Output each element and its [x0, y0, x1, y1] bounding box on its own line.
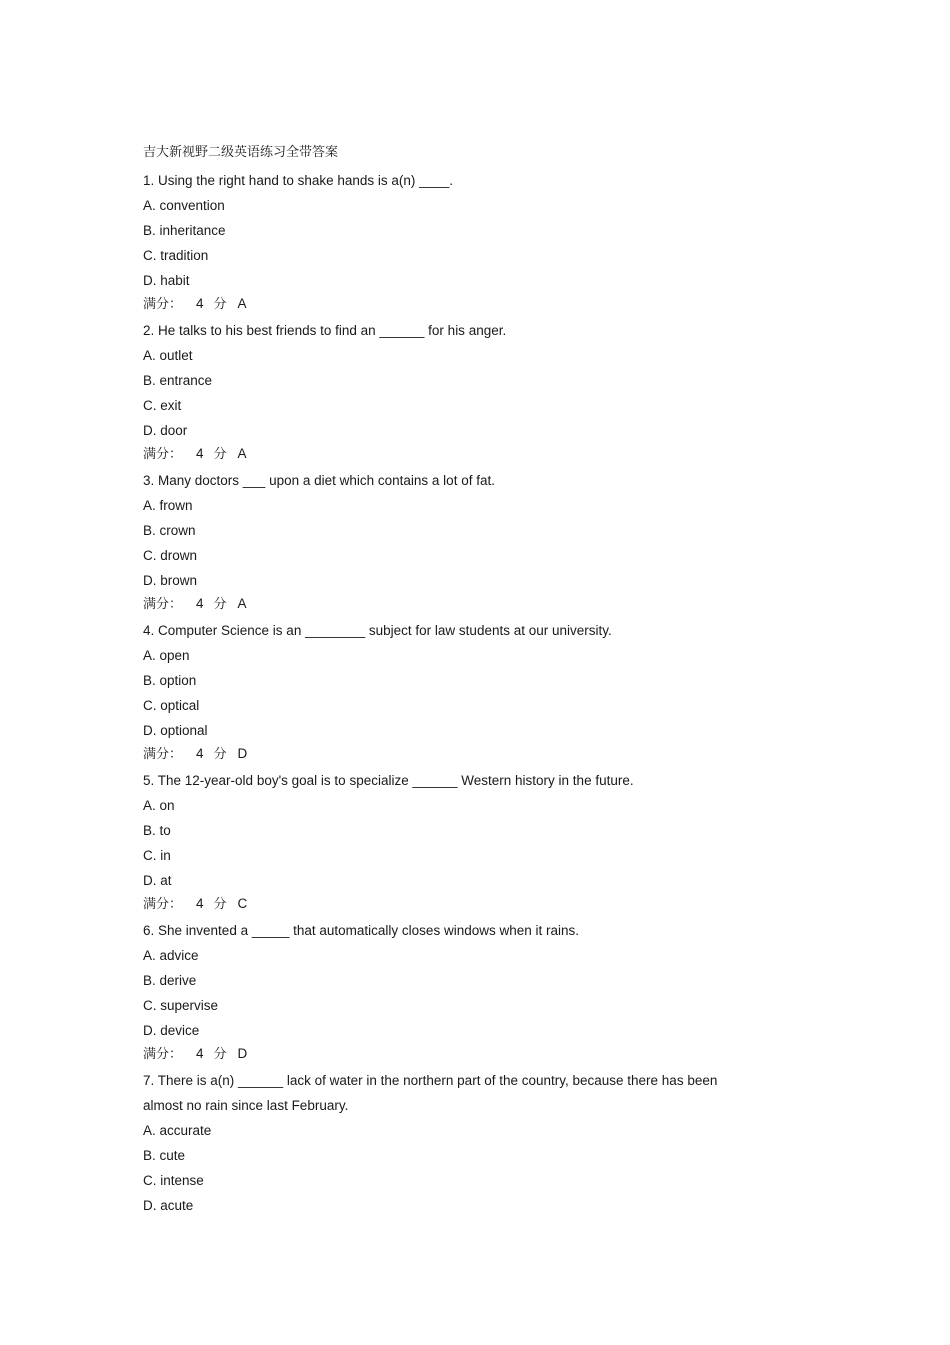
- option-d: D. device: [143, 1023, 200, 1038]
- question-text: 1. Using the right hand to shake hands is a(n) ____.: [143, 173, 453, 188]
- option-b: B. cute: [143, 1148, 186, 1163]
- score-points: 4: [196, 896, 204, 911]
- score-line: [143, 1043, 783, 1065]
- option-a: A. convention: [143, 198, 225, 213]
- option-d: D. at: [143, 873, 172, 888]
- document-page: [143, 143, 783, 1218]
- option-c: C. optical: [143, 698, 200, 713]
- score-points: 4: [196, 746, 204, 761]
- option-a: A. frown: [143, 498, 193, 513]
- option-d: D. habit: [143, 273, 190, 288]
- score-line: [143, 743, 783, 765]
- question-text: 3. Many doctors ___ upon a diet which contains a lot of fat.: [143, 473, 495, 488]
- option-a: A. accurate: [143, 1123, 212, 1138]
- score-unit: 分: [213, 447, 227, 462]
- option-c: C. tradition: [143, 248, 209, 263]
- option-c: C. exit: [143, 398, 182, 413]
- option-b: B. crown: [143, 523, 196, 538]
- score-line: [143, 293, 783, 315]
- question-7: [143, 1068, 783, 1218]
- answer-key: C: [237, 896, 248, 911]
- question-4: [143, 618, 783, 765]
- option-b: B. to: [143, 823, 171, 838]
- option-b: B. derive: [143, 973, 197, 988]
- score-line: [143, 893, 783, 915]
- score-points: 4: [196, 296, 204, 311]
- score-label: 满分：: [143, 597, 183, 612]
- score-points: 4: [196, 1046, 204, 1061]
- answer-key: A: [237, 296, 247, 311]
- option-d: D. acute: [143, 1198, 194, 1213]
- question-text: 4. Computer Science is an ________ subject for law students at our university.: [143, 623, 612, 638]
- score-unit: 分: [213, 897, 227, 912]
- question-5: [143, 768, 783, 915]
- option-d: D. door: [143, 423, 188, 438]
- answer-key: D: [237, 746, 248, 761]
- score-line: [143, 593, 783, 615]
- question-text: 7. There is a(n) ______ lack of water in the northern part of the country, because there has been almost no rain since last February.: [143, 1073, 722, 1113]
- score-label: 满分：: [143, 897, 183, 912]
- score-label: 满分：: [143, 747, 183, 762]
- question-text: 5. The 12-year-old boy's goal is to specialize ______ Western history in the future.: [143, 773, 634, 788]
- score-unit: 分: [213, 1047, 227, 1062]
- document-title: 吉大新视野二级英语练习全带答案: [143, 145, 339, 160]
- option-a: A. open: [143, 648, 190, 663]
- score-label: 满分：: [143, 447, 183, 462]
- question-1: [143, 168, 783, 315]
- option-c: C. in: [143, 848, 171, 863]
- answer-key: A: [237, 596, 247, 611]
- question-3: [143, 468, 783, 615]
- score-unit: 分: [213, 597, 227, 612]
- score-label: 满分：: [143, 297, 183, 312]
- answer-key: A: [237, 446, 247, 461]
- option-c: C. supervise: [143, 998, 219, 1013]
- score-label: 满分：: [143, 1047, 183, 1062]
- score-line: [143, 443, 783, 465]
- answer-key: D: [237, 1046, 248, 1061]
- score-points: 4: [196, 596, 204, 611]
- score-points: 4: [196, 446, 204, 461]
- option-a: A. outlet: [143, 348, 193, 363]
- option-a: A. on: [143, 798, 175, 813]
- score-unit: 分: [213, 747, 227, 762]
- option-c: C. intense: [143, 1173, 204, 1188]
- score-unit: 分: [213, 297, 227, 312]
- option-c: C. drown: [143, 548, 198, 563]
- option-b: B. option: [143, 673, 197, 688]
- option-b: B. inheritance: [143, 223, 226, 238]
- question-6: [143, 918, 783, 1065]
- question-text: 6. She invented a _____ that automatically closes windows when it rains.: [143, 923, 580, 938]
- option-b: B. entrance: [143, 373, 213, 388]
- option-d: D. brown: [143, 573, 198, 588]
- option-a: A. advice: [143, 948, 199, 963]
- question-text: 2. He talks to his best friends to find an ______ for his anger.: [143, 323, 507, 338]
- question-2: [143, 318, 783, 465]
- option-d: D. optional: [143, 723, 208, 738]
